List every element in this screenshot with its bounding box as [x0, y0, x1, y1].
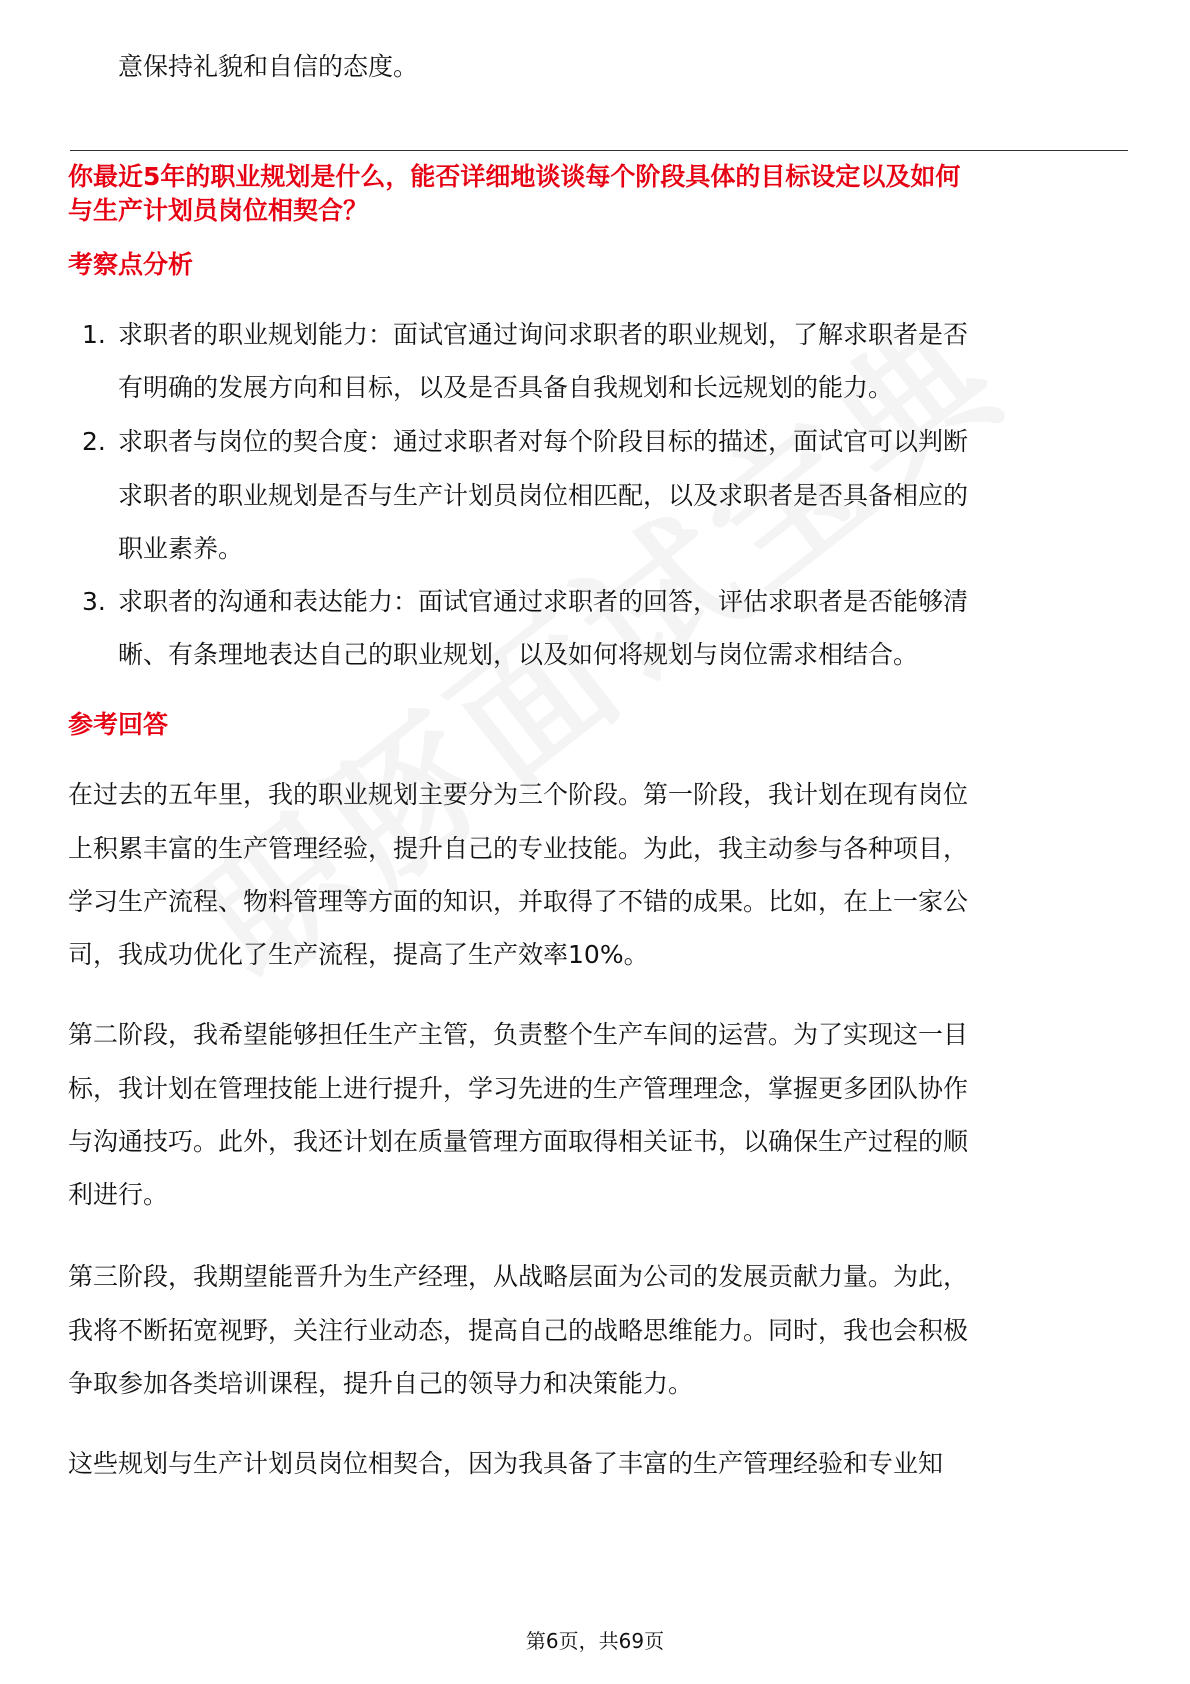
list-item-number: 2. — [82, 427, 106, 456]
list-item-line: 求职者的沟通和表达能力：面试官通过求职者的回答，评估求职者是否能够清 — [118, 587, 969, 616]
list-item-line: 求职者与岗位的契合度：通过求职者对每个阶段目标的描述，面试官可以判断 — [118, 427, 969, 456]
question-line-2: 与生产计划员岗位相契合？ — [68, 196, 369, 225]
answer-line: 上积累丰富的生产管理经验，提升自己的专业技能。为此，我主动参与各种项目， — [68, 834, 969, 863]
answer-heading: 参考回答 — [68, 710, 169, 739]
analysis-heading: 考察点分析 — [68, 250, 194, 279]
answer-line: 争取参加各类培训课程，提升自己的领导力和决策能力。 — [68, 1369, 694, 1398]
answer-line: 我将不断拓宽视野，关注行业动态，提高自己的战略思维能力。同时，我也会积极 — [68, 1316, 969, 1345]
answer-line: 与沟通技巧。此外，我还计划在质量管理方面取得相关证书，以确保生产过程的顺 — [68, 1127, 969, 1156]
answer-line: 在过去的五年里，我的职业规划主要分为三个阶段。第一阶段，我计划在现有岗位 — [68, 780, 969, 809]
list-item-line: 求职者的职业规划能力：面试官通过询问求职者的职业规划，了解求职者是否 — [118, 320, 969, 349]
answer-line: 学习生产流程、物料管理等方面的知识，并取得了不错的成果。比如，在上一家公 — [68, 887, 969, 916]
answer-line: 司，我成功优化了生产流程，提高了生产效率10%。 — [68, 940, 649, 969]
list-item-line: 求职者的职业规划是否与生产计划员岗位相匹配，以及求职者是否具备相应的 — [118, 481, 969, 510]
list-item-line: 晰、有条理地表达自己的职业规划，以及如何将规划与岗位需求相结合。 — [118, 640, 919, 669]
answer-line: 第二阶段，我希望能够担任生产主管，负责整个生产车间的运营。为了实现这一目 — [68, 1020, 969, 1049]
section-divider — [70, 150, 1128, 151]
list-item-number: 3. — [82, 587, 106, 616]
list-item-line: 有明确的发展方向和目标，以及是否具备自我规划和长远规划的能力。 — [118, 373, 894, 402]
page-number: 第6页，共69页 — [525, 1629, 665, 1653]
question-line-1: 你最近5年的职业规划是什么，能否详细地谈谈每个阶段具体的目标设定以及如何 — [68, 162, 961, 191]
list-item-number: 1. — [82, 320, 106, 349]
answer-line: 标，我计划在管理技能上进行提升，学习先进的生产管理理念，掌握更多团队协作 — [68, 1074, 969, 1103]
answer-line: 第三阶段，我期望能晋升为生产经理，从战略层面为公司的发展贡献力量。为此， — [68, 1262, 969, 1291]
intro-line: 意保持礼貌和自信的态度。 — [118, 52, 419, 81]
list-item-line: 职业素养。 — [118, 534, 244, 563]
answer-line: 这些规划与生产计划员岗位相契合，因为我具备了丰富的生产管理经验和专业知 — [68, 1449, 944, 1478]
answer-line: 利进行。 — [68, 1180, 169, 1209]
